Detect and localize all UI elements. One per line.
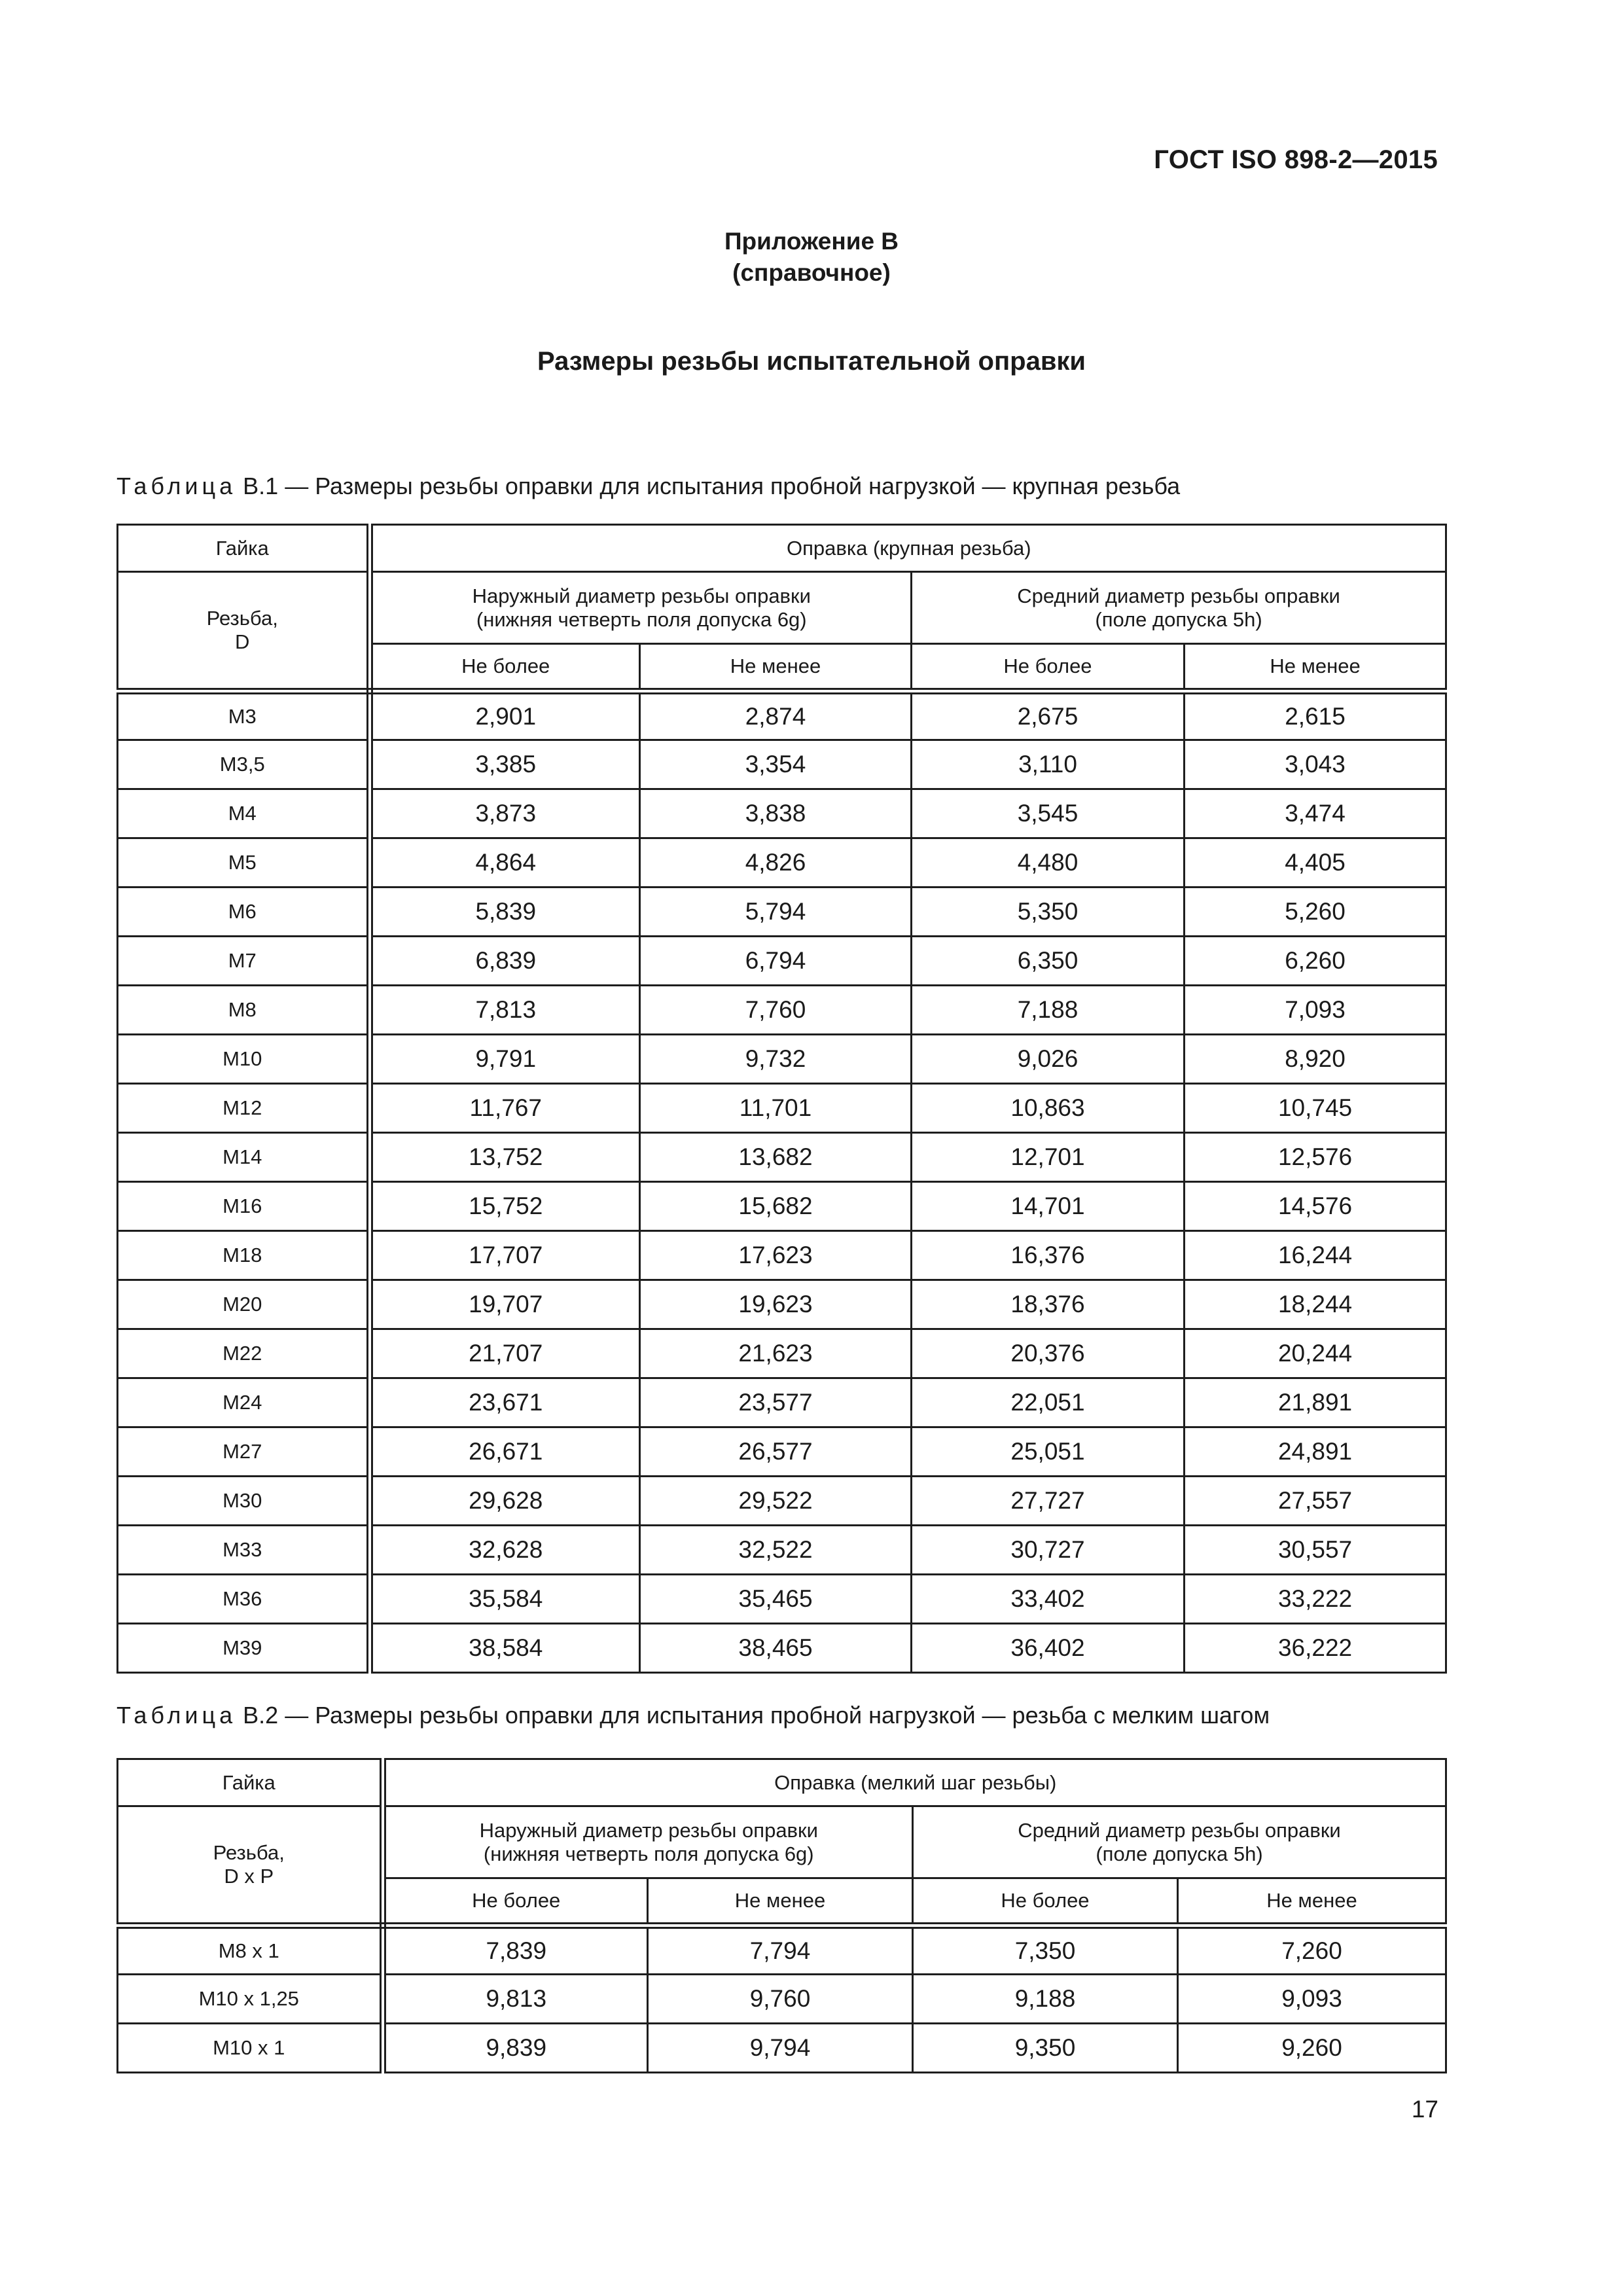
pitch-min-cell: 12,576 <box>1185 1133 1446 1182</box>
thread-cell: M5 <box>118 838 370 888</box>
outer-max-cell: 21,707 <box>370 1329 640 1378</box>
pitch-max-cell: 20,376 <box>912 1329 1185 1378</box>
outer-min-cell: 3,354 <box>640 740 912 789</box>
table2-caption-label: Таблица <box>116 1702 237 1729</box>
thread-header-line1: Резьба, <box>213 1840 285 1864</box>
pitch-max-cell: 9,188 <box>913 1975 1178 2024</box>
pitch-max-cell: 30,727 <box>912 1526 1185 1575</box>
pitch-min-cell: 8,920 <box>1185 1035 1446 1084</box>
outer-min-cell: 3,838 <box>640 789 912 838</box>
table-row <box>118 888 1446 937</box>
outer-max-cell: 7,839 <box>383 1926 648 1975</box>
thread-cell: M27 <box>118 1427 370 1477</box>
outer-min-cell: 32,522 <box>640 1526 912 1575</box>
outer-max-cell: 32,628 <box>370 1526 640 1575</box>
thread-cell: M18 <box>118 1231 370 1280</box>
table1 <box>116 524 1447 1674</box>
mandrel-header: Оправка (мелкий шаг резьбы) <box>383 1759 1446 1806</box>
outer-max-cell: 3,385 <box>370 740 640 789</box>
pitch-max-cell: 18,376 <box>912 1280 1185 1329</box>
outer-max-cell: 9,839 <box>383 2024 648 2073</box>
outer-max-cell: 26,671 <box>370 1427 640 1477</box>
pitch-max-cell: 12,701 <box>912 1133 1185 1182</box>
pitch-max-cell: 4,480 <box>912 838 1185 888</box>
thread-header-line2: D x P <box>224 1864 274 1888</box>
outer-max-header: Не более <box>383 1878 648 1926</box>
table-row <box>118 1975 1446 2024</box>
outer-max-cell: 23,671 <box>370 1378 640 1427</box>
outer-max-cell: 35,584 <box>370 1575 640 1624</box>
outer-max-cell: 29,628 <box>370 1477 640 1526</box>
thread-cell: M36 <box>118 1575 370 1624</box>
pitch-max-cell: 10,863 <box>912 1084 1185 1133</box>
thread-cell: M8 x 1 <box>118 1926 383 1975</box>
table2-body <box>118 1926 1446 2073</box>
thread-header <box>118 572 370 691</box>
outer-diameter-header <box>370 572 912 644</box>
table1-caption <box>116 473 1180 500</box>
thread-cell: M6 <box>118 888 370 937</box>
outer-min-header: Не менее <box>648 1878 913 1926</box>
outer-diameter-line2: (нижняя четверть поля допуска 6g) <box>483 1842 814 1865</box>
thread-cell: M33 <box>118 1526 370 1575</box>
table-row <box>118 1477 1446 1526</box>
standard-code: ГОСТ ISO 898-2—2015 <box>1154 145 1438 174</box>
outer-min-cell: 17,623 <box>640 1231 912 1280</box>
outer-max-cell: 15,752 <box>370 1182 640 1231</box>
outer-max-cell: 17,707 <box>370 1231 640 1280</box>
pitch-max-header: Не более <box>912 644 1185 691</box>
pitch-diameter-line1: Средний диаметр резьбы оправки <box>1018 1818 1341 1842</box>
pitch-min-cell: 10,745 <box>1185 1084 1446 1133</box>
table-row <box>118 691 1446 740</box>
pitch-max-cell: 33,402 <box>912 1575 1185 1624</box>
table-row <box>118 2024 1446 2073</box>
outer-max-cell: 9,791 <box>370 1035 640 1084</box>
outer-min-cell: 13,682 <box>640 1133 912 1182</box>
outer-max-header: Не более <box>370 644 640 691</box>
outer-min-cell: 7,794 <box>648 1926 913 1975</box>
pitch-diameter-line2: (поле допуска 5h) <box>1095 607 1262 631</box>
pitch-min-cell: 36,222 <box>1185 1624 1446 1673</box>
outer-min-cell: 7,760 <box>640 986 912 1035</box>
outer-diameter-line1: Наружный диаметр резьбы оправки <box>479 1818 818 1842</box>
pitch-min-header: Не менее <box>1185 644 1446 691</box>
outer-min-cell: 23,577 <box>640 1378 912 1427</box>
outer-max-cell: 11,767 <box>370 1084 640 1133</box>
outer-max-cell: 38,584 <box>370 1624 640 1673</box>
pitch-max-cell: 3,545 <box>912 789 1185 838</box>
table2 <box>116 1758 1447 2073</box>
nut-header: Гайка <box>118 1759 383 1806</box>
annex-heading <box>0 226 1623 289</box>
outer-diameter-header <box>383 1806 913 1878</box>
thread-cell: M10 x 1,25 <box>118 1975 383 2024</box>
pitch-min-cell: 9,093 <box>1178 1975 1446 2024</box>
table1-caption-label: Таблица <box>116 473 237 499</box>
table-row <box>118 1526 1446 1575</box>
pitch-min-cell: 18,244 <box>1185 1280 1446 1329</box>
pitch-min-cell: 7,093 <box>1185 986 1446 1035</box>
thread-cell: M10 x 1 <box>118 2024 383 2073</box>
pitch-min-cell: 5,260 <box>1185 888 1446 937</box>
outer-min-cell: 9,794 <box>648 2024 913 2073</box>
pitch-max-cell: 5,350 <box>912 888 1185 937</box>
section-title: Размеры резьбы испытательной оправки <box>537 347 1086 376</box>
pitch-min-cell: 24,891 <box>1185 1427 1446 1477</box>
table-row <box>118 1926 1446 1975</box>
table-row <box>118 1378 1446 1427</box>
thread-cell: M30 <box>118 1477 370 1526</box>
thread-cell: M3,5 <box>118 740 370 789</box>
pitch-max-header: Не более <box>913 1878 1178 1926</box>
pitch-max-cell: 22,051 <box>912 1378 1185 1427</box>
table-row <box>118 1427 1446 1477</box>
pitch-diameter-header <box>912 572 1446 644</box>
pitch-min-cell: 33,222 <box>1185 1575 1446 1624</box>
thread-header <box>118 1806 383 1926</box>
pitch-max-cell: 9,350 <box>913 2024 1178 2073</box>
pitch-min-cell: 21,891 <box>1185 1378 1446 1427</box>
thread-cell: M14 <box>118 1133 370 1182</box>
outer-max-cell: 4,864 <box>370 838 640 888</box>
pitch-max-cell: 3,110 <box>912 740 1185 789</box>
table-row <box>118 1329 1446 1378</box>
thread-cell: M20 <box>118 1280 370 1329</box>
pitch-max-cell: 7,188 <box>912 986 1185 1035</box>
pitch-max-cell: 6,350 <box>912 937 1185 986</box>
outer-max-cell: 19,707 <box>370 1280 640 1329</box>
table-row <box>118 1624 1446 1673</box>
thread-cell: M7 <box>118 937 370 986</box>
outer-min-cell: 15,682 <box>640 1182 912 1231</box>
pitch-min-cell: 16,244 <box>1185 1231 1446 1280</box>
pitch-diameter-line1: Средний диаметр резьбы оправки <box>1017 584 1340 607</box>
outer-min-cell: 6,794 <box>640 937 912 986</box>
thread-cell: M24 <box>118 1378 370 1427</box>
outer-min-cell: 9,732 <box>640 1035 912 1084</box>
outer-min-header: Не менее <box>640 644 912 691</box>
thread-cell: M12 <box>118 1084 370 1133</box>
table-row <box>118 1182 1446 1231</box>
outer-max-cell: 7,813 <box>370 986 640 1035</box>
pitch-diameter-header <box>913 1806 1446 1878</box>
thread-header-line1: Резьба, <box>206 606 278 630</box>
table2-caption-text: В.2 — Размеры резьбы оправки для испытания пробной нагрузкой — резьба с мелким шагом <box>236 1702 1270 1729</box>
table-row <box>118 789 1446 838</box>
table-row <box>118 1035 1446 1084</box>
thread-header-line2: D <box>235 630 250 653</box>
thread-cell: M8 <box>118 986 370 1035</box>
thread-cell: M10 <box>118 1035 370 1084</box>
outer-min-cell: 38,465 <box>640 1624 912 1673</box>
pitch-max-cell: 14,701 <box>912 1182 1185 1231</box>
table-row <box>118 1280 1446 1329</box>
annex-type: (справочное) <box>732 259 891 286</box>
table-row <box>118 740 1446 789</box>
outer-max-cell: 6,839 <box>370 937 640 986</box>
table-row <box>118 838 1446 888</box>
outer-max-cell: 3,873 <box>370 789 640 838</box>
outer-max-cell: 13,752 <box>370 1133 640 1182</box>
pitch-min-cell: 14,576 <box>1185 1182 1446 1231</box>
outer-diameter-line1: Наружный диаметр резьбы оправки <box>472 584 811 607</box>
outer-min-cell: 29,522 <box>640 1477 912 1526</box>
pitch-diameter-line2: (поле допуска 5h) <box>1096 1842 1263 1865</box>
outer-min-cell: 2,874 <box>640 691 912 740</box>
table-row <box>118 1231 1446 1280</box>
pitch-min-cell: 3,043 <box>1185 740 1446 789</box>
table-row <box>118 1575 1446 1624</box>
outer-min-cell: 11,701 <box>640 1084 912 1133</box>
table2-caption <box>116 1702 1270 1729</box>
pitch-min-cell: 2,615 <box>1185 691 1446 740</box>
outer-min-cell: 35,465 <box>640 1575 912 1624</box>
pitch-min-cell: 9,260 <box>1178 2024 1446 2073</box>
pitch-min-cell: 27,557 <box>1185 1477 1446 1526</box>
table-row <box>118 1084 1446 1133</box>
pitch-min-cell: 20,244 <box>1185 1329 1446 1378</box>
pitch-min-cell: 30,557 <box>1185 1526 1446 1575</box>
pitch-max-cell: 36,402 <box>912 1624 1185 1673</box>
outer-max-cell: 9,813 <box>383 1975 648 2024</box>
pitch-min-cell: 4,405 <box>1185 838 1446 888</box>
mandrel-header: Оправка (крупная резьба) <box>370 525 1446 572</box>
annex-title: Приложение В <box>724 228 899 255</box>
thread-cell: M22 <box>118 1329 370 1378</box>
pitch-min-cell: 6,260 <box>1185 937 1446 986</box>
table1-body <box>118 691 1446 1673</box>
pitch-max-cell: 25,051 <box>912 1427 1185 1477</box>
pitch-max-cell: 9,026 <box>912 1035 1185 1084</box>
pitch-min-cell: 7,260 <box>1178 1926 1446 1975</box>
outer-min-cell: 9,760 <box>648 1975 913 2024</box>
table1-caption-text: В.1 — Размеры резьбы оправки для испытания пробной нагрузкой — крупная резьба <box>236 473 1181 499</box>
pitch-max-cell: 16,376 <box>912 1231 1185 1280</box>
pitch-max-cell: 27,727 <box>912 1477 1185 1526</box>
table-row <box>118 986 1446 1035</box>
thread-cell: M16 <box>118 1182 370 1231</box>
nut-header: Гайка <box>118 525 370 572</box>
page-number: 17 <box>1411 2096 1438 2123</box>
outer-max-cell: 2,901 <box>370 691 640 740</box>
outer-min-cell: 21,623 <box>640 1329 912 1378</box>
pitch-min-cell: 3,474 <box>1185 789 1446 838</box>
outer-min-cell: 5,794 <box>640 888 912 937</box>
table-row <box>118 1133 1446 1182</box>
outer-min-cell: 4,826 <box>640 838 912 888</box>
thread-cell: M39 <box>118 1624 370 1673</box>
thread-cell: M4 <box>118 789 370 838</box>
thread-cell: M3 <box>118 691 370 740</box>
outer-diameter-line2: (нижняя четверть поля допуска 6g) <box>476 607 807 631</box>
pitch-max-cell: 2,675 <box>912 691 1185 740</box>
outer-max-cell: 5,839 <box>370 888 640 937</box>
table-row <box>118 937 1446 986</box>
outer-min-cell: 19,623 <box>640 1280 912 1329</box>
pitch-min-header: Не менее <box>1178 1878 1446 1926</box>
outer-min-cell: 26,577 <box>640 1427 912 1477</box>
pitch-max-cell: 7,350 <box>913 1926 1178 1975</box>
